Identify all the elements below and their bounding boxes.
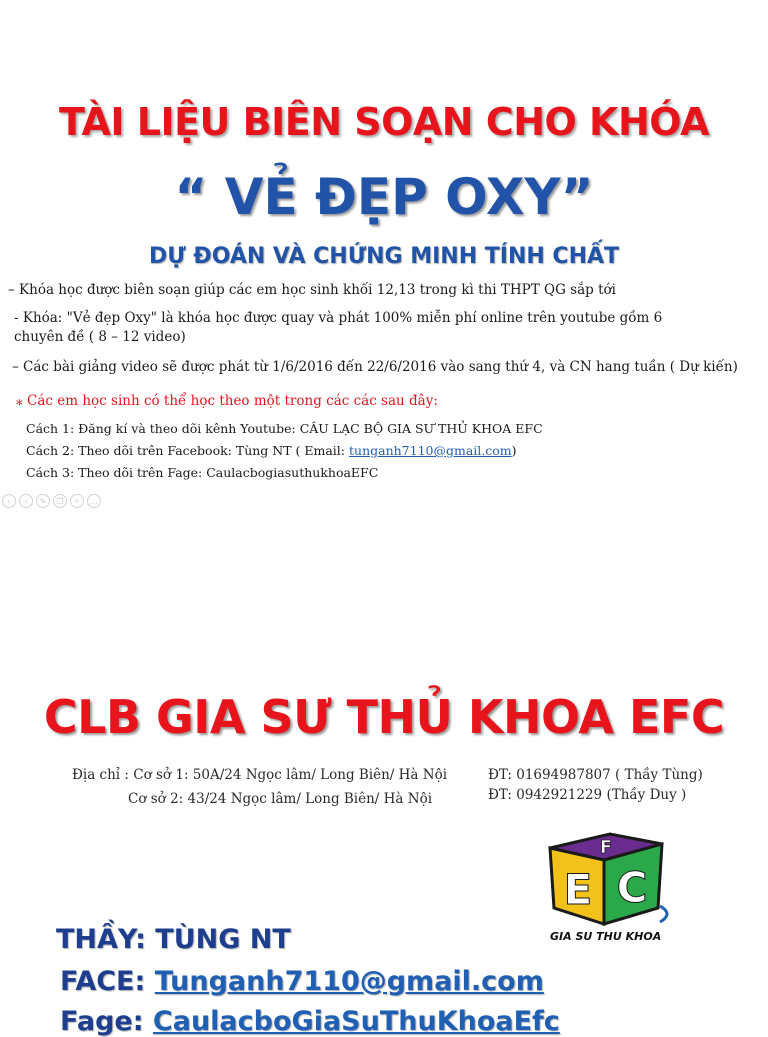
logo-swoosh-icon <box>660 906 667 922</box>
face-label: FACE: <box>60 966 155 997</box>
fage-link[interactable]: CaulacboGiaSuThuKhoaEfc <box>152 1006 560 1037</box>
title-line-3: DỰ ĐOÁN VÀ CHỨNG MINH TÍNH CHẤT <box>148 244 620 269</box>
intro-item-2b: chuyên đề ( 8 – 12 video) <box>14 329 186 345</box>
method-2-suffix: ) <box>511 443 517 458</box>
efc-logo <box>544 828 674 948</box>
copy-icon[interactable]: ❐ <box>53 494 67 508</box>
face-email-link[interactable]: Tunganh7110@gmail.com <box>154 966 544 997</box>
method-3: Cách 3: Theo dõi trên Fage: CaulacbogiasuthukhoaEFC <box>26 465 379 480</box>
club-phone-1: ĐT: 01694987807 ( Thầy Tùng) <box>488 767 703 783</box>
zoom-icon[interactable]: ⌕ <box>70 494 84 508</box>
club-address-2: Cơ sở 2: 43/24 Ngọc lâm/ Long Biên/ Hà Nội <box>128 791 433 807</box>
logo-letter-e: E <box>563 865 593 914</box>
intro-item-1: – Khóa học được biên soạn giúp các em học sinh khối 12,13 trong kì thi THPT QG sắp tới <box>8 282 616 298</box>
logo-caption: GIA SU THU KHOA <box>550 930 662 943</box>
method-2-text: Cách 2: Theo dõi trên Facebook: Tùng NT ( Email: <box>26 443 349 458</box>
fage-contact <box>60 1006 560 1037</box>
club-phone-2: ĐT: 0942921229 (Thầy Duy ) <box>488 787 687 803</box>
intro-item-3-rest: bài giảng video sẽ được phát từ 1/6/2016 đến 22/6/2016 vào sang thứ 4, và CN hang tuần ( Dự kiến) <box>48 359 738 375</box>
face-contact <box>60 966 544 997</box>
fage-label: Fage: <box>60 1006 153 1037</box>
method-1: Cách 1: Đăng kí và theo dõi kênh Youtube: CÂU LẠC BỘ GIA SƯ THỦ KHOA EFC <box>26 421 543 436</box>
more-icon[interactable]: … <box>87 494 101 508</box>
teacher-name: THẦY: TÙNG NT <box>56 924 291 955</box>
intro-item-4: ⁎ Các em học sinh có thể học theo một trong các các sau đây: <box>16 393 438 409</box>
intro-item-3-prefix: – Các <box>12 359 49 375</box>
play-icon[interactable]: › <box>19 494 33 508</box>
title-line-1: TÀI LIỆU BIÊN SOẠN CHO KHÓA <box>58 100 709 144</box>
method-2 <box>26 442 517 460</box>
club-address-1: Địa chỉ : Cơ sở 1: 50A/24 Ngọc lâm/ Long Biên/ Hà Nội <box>72 767 448 783</box>
method-2-email-link[interactable]: tunganh7110@gmail.com <box>349 443 512 458</box>
title-line-2: “ VẺ ĐẸP OXY” <box>174 168 594 226</box>
logo-letter-c: C <box>616 863 648 912</box>
prev-icon[interactable]: ‹ <box>2 494 16 508</box>
edit-icon[interactable]: ✎ <box>36 494 50 508</box>
intro-item-3 <box>12 358 738 376</box>
club-name: CLB GIA SƯ THỦ KHOA EFC <box>43 690 725 744</box>
intro-item-2a: - Khóa: "Vẻ đẹp Oxy" là khóa học được quay và phát 100% miễn phí online trên youtube gồm 6 <box>14 310 663 326</box>
efc-cube-icon <box>544 828 674 928</box>
viewer-controls <box>2 494 101 508</box>
logo-letter-f: F <box>599 837 613 858</box>
